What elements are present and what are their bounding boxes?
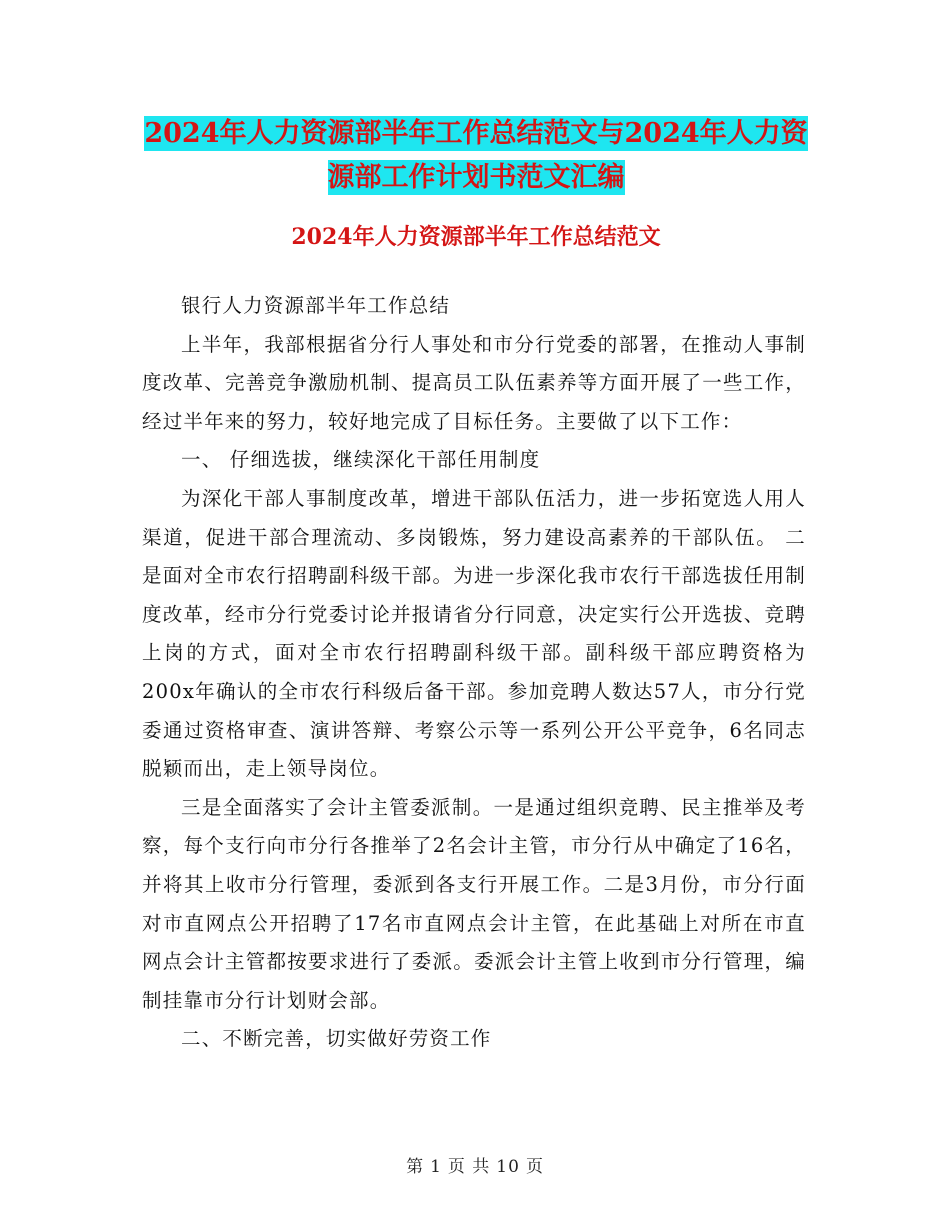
title-line-1: 2024年人力资源部半年工作总结范文与2024年人力资 bbox=[144, 118, 808, 149]
paragraph: 为深化干部人事制度改革，增进干部队伍活力，进一步拓宽选人用人渠道，促进干部合理流动、多岗锻炼，努力建设高素养的干部队伍。 二是面对全市农行招聘副科级干部。为进一步深化我市农行干部选拔任用制度改革，经市分行党委讨论并报请省分行同意，决定实行公开选拔、竞聘上岗的方式，面对全市农行招聘副科级干部。副科级干部应聘资格为200x年确认的全市农行科级后备干部。参加竞聘人数达57人，市分行党委通过资格审查、演讲答辩、考察公示等一系列公开公平竞争，6名同志脱颖而出，走上领导岗位。 bbox=[142, 486, 806, 781]
paragraph-heading: 一、 仔细选拔，继续深化干部任用制度 bbox=[181, 448, 541, 472]
paragraph-subtitle: 银行人力资源部半年工作总结 bbox=[181, 294, 451, 317]
footer-prefix: 第 bbox=[406, 1157, 425, 1177]
footer-suffix: 页 bbox=[525, 1157, 544, 1177]
document-title bbox=[140, 112, 812, 200]
title-line-2: 源部工作计划书范文汇编 bbox=[327, 162, 625, 193]
paragraph: 上半年，我部根据省分行人事处和市分行党委的部署，在推动人事制度改革、完善竞争激励机制、提高员工队伍素养等方面开展了一些工作，经过半年来的努力，较好地完成了目标任务。主要做了以下工作： bbox=[142, 332, 806, 433]
footer-total-pages: 10 bbox=[496, 1157, 520, 1177]
paragraph-heading: 二、不断完善，切实做好劳资工作 bbox=[181, 1027, 492, 1051]
section-title: 2024年人力资源部半年工作总结范文 bbox=[291, 224, 661, 250]
footer-page-number: 1 bbox=[430, 1157, 442, 1177]
document-body bbox=[142, 287, 806, 1059]
footer-middle: 页 共 bbox=[447, 1157, 491, 1177]
page-footer bbox=[0, 1152, 950, 1177]
paragraph: 三是全面落实了会计主管委派制。一是通过组织竞聘、民主推举及考察，每个支行向市分行各推举了2名会计主管，市分行从中确定了16名，并将其上收市分行管理，委派到各支行开展工作。二是3月份，市分行面对市直网点公开招聘了17名市直网点会计主管，在此基础上对所在市直网点会计主管都按要求进行了委派。委派会计主管上收到市分行管理，编制挂靠市分行计划财会部。 bbox=[142, 795, 806, 1012]
